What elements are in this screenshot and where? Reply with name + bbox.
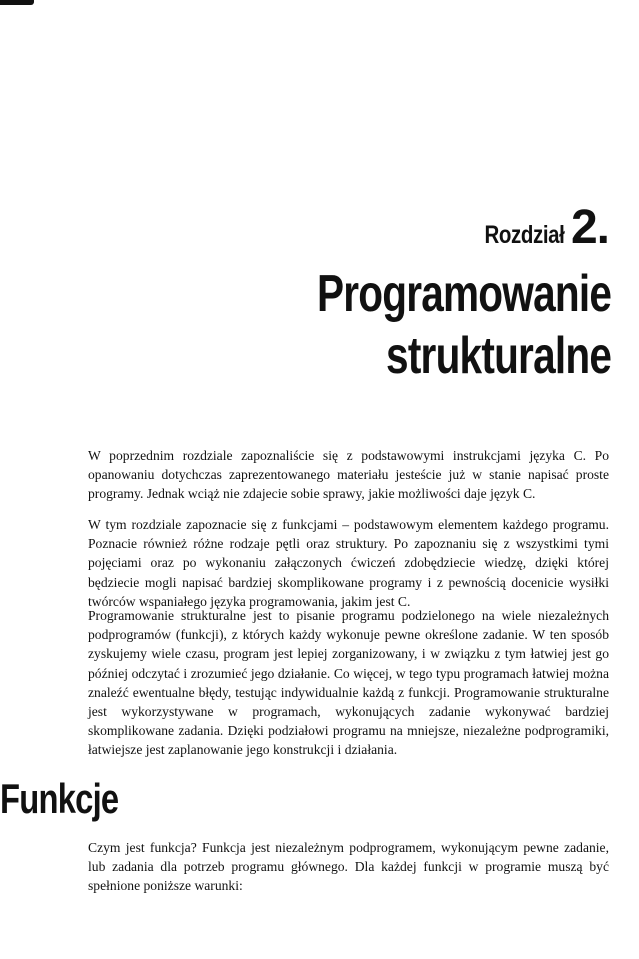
chapter-label	[467, 200, 609, 255]
section-heading: Funkcje	[0, 775, 119, 822]
intro-paragraph-1: W poprzednim rozdziale zapoznaliście się z podstawowymi instrukcjami języka C. Po opanowaniu dotychczas zaprezentowanego materiału jesteście już w stanie napisać proste programy. Jednak wciąż nie zdajecie sobie sprawy, jakie możliwości daje język C.	[88, 448, 609, 502]
chapter-title-line1: Programowanie	[316, 265, 611, 323]
chapter-title-line2: strukturalne	[385, 327, 611, 385]
intro-paragraph-2: W tym rozdziale zapoznacie się z funkcjami – podstawowym elementem każdego programu. Poznacie również różne rodzaje pętli oraz struktury. Po zapoznaniu się z wszystkimi tymi pojęciami oraz po wykonaniu załączonych ćwiczeń zdobędziecie wiedzę, dzięki której będziecie mogli napisać bardziej skomplikowane programy i z pewnością docenicie wysiłki twórców wspaniałego języka programowania, jakim jest C.	[88, 517, 609, 609]
section-paragraph: Czym jest funkcja? Funkcja jest niezależnym podprogramem, wykonującym pewne zadanie, lub zadania dla potrzeb programu głównego. Dla każdej funkcji w programie muszą być spełnione poniższe warunki:	[88, 840, 609, 894]
chapter-title	[234, 263, 611, 387]
chapter-number: 2.	[570, 201, 609, 254]
chapter-word: Rozdział	[484, 221, 565, 249]
corner-mark	[0, 0, 34, 5]
intro-paragraph-3: Programowanie strukturalne jest to pisanie programu podzielonego na wiele niezależnych podprogramów (funkcji), z których każdy wykonuje pewne określone zadanie. W ten sposób zyskujemy wiele czasu, program jest lepiej zorganizowany, i w związku z tym łatwiej jest go później odczytać i zrozumieć jego działanie. Co więcej, w tego typu programach łatwiej można znaleźć ewentualne błędy, testując indywidualnie każdą z funkcji. Programowanie strukturalne jest wykorzystywane w programach, wykonujących zadanie wykonywać bardziej skomplikowane zadania. Dzięki podziałowi programu na mniejsze, niezależne podprogramiki, łatwiejsze jest zaplanowanie jego konstrukcji i działania.	[88, 608, 609, 758]
